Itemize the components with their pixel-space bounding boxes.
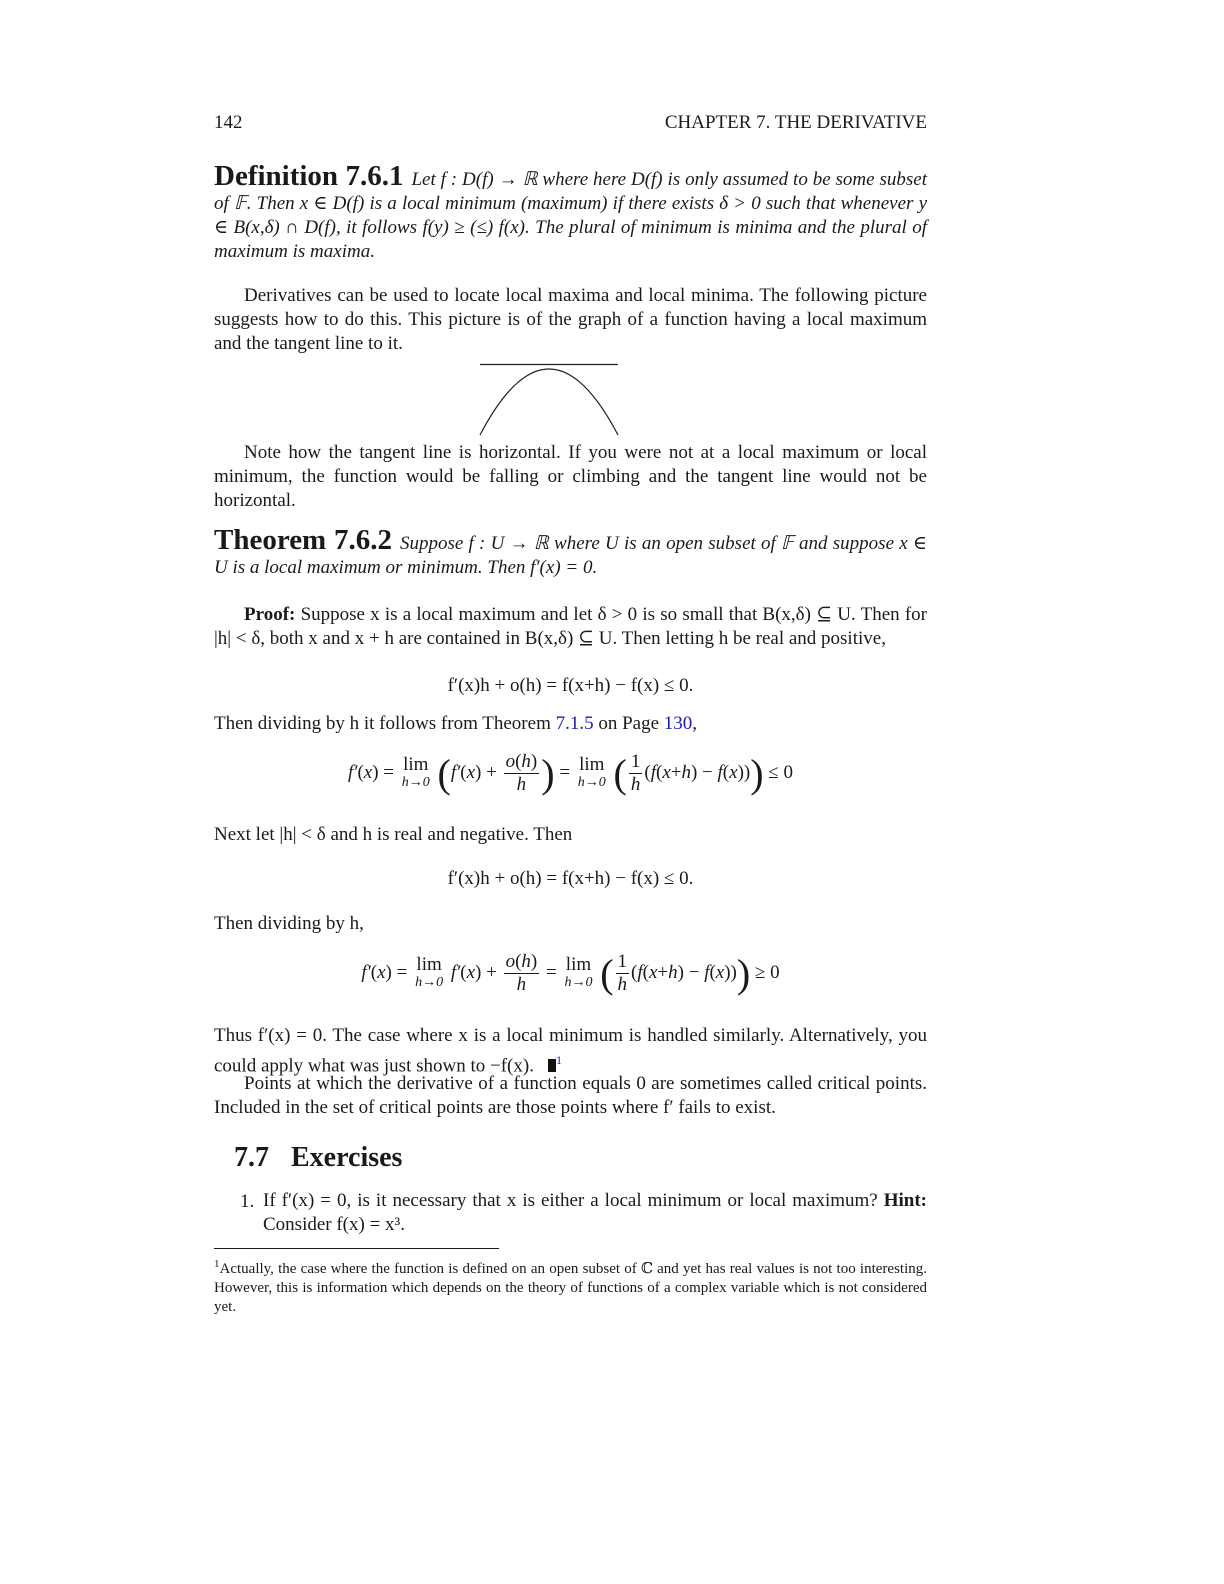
- proof-text-2a: Then dividing by h it follows from Theorem: [214, 713, 556, 734]
- exercise-number: 1.: [240, 1191, 255, 1212]
- footnote-divider: [214, 1248, 499, 1249]
- critical-points-paragraph: Points at which the derivative of a function equals 0 are sometimes called critical points. Included in the set of critical points are those points where f′ fails to exist.: [214, 1073, 927, 1118]
- definition-label: Definition 7.6.1: [214, 160, 404, 192]
- footnote: [214, 1255, 927, 1317]
- theorem-block: [214, 524, 927, 580]
- local-maximum-figure: [474, 358, 624, 440]
- proof-text-5: Thus f′(x) = 0. The case where x is a local minimum is handled similarly. Alternatively, you could apply what was just shown to −f(x).: [214, 1025, 927, 1077]
- proof-text-2c: ,: [692, 713, 698, 734]
- running-header: [214, 112, 927, 134]
- hint-text: Consider f(x) = x³.: [263, 1214, 405, 1235]
- proof-paragraph-2: [214, 712, 927, 736]
- equation-1: f′(x)h + o(h) = f(x+h) − f(x) ≤ 0.: [447, 675, 694, 696]
- proof-paragraph-3: Next let |h| < δ and h is real and negative. Then: [214, 824, 573, 845]
- proof-paragraph-1: [214, 603, 927, 651]
- footnote-mark: 1: [214, 1258, 220, 1270]
- page-link[interactable]: 130: [663, 713, 693, 734]
- theorem-link[interactable]: 7.1.5: [555, 713, 594, 734]
- function-curve: [480, 369, 618, 435]
- footnote-text: Actually, the case where the function is defined on an open subset of ℂ and yet has real values is not too interesting. However, this is information which depends on the theory of functions of a complex variable which is not considered yet.: [214, 1261, 927, 1315]
- intro-paragraph: Derivatives can be used to locate local maxima and local minima. The following picture suggests how to do this. This picture is of the graph of a function having a local maximum and the tangent line to it.: [214, 285, 927, 354]
- exercise-text: If f′(x) = 0, is it necessary that x is either a local minimum or local maximum?: [263, 1190, 878, 1211]
- equation-3: f′(x)h + o(h) = f(x+h) − f(x) ≤ 0.: [447, 868, 694, 889]
- definition-text: Let f : D(f) → ℝ where here D(f) is only assumed to be some subset of 𝔽. Then x ∈ D(f) is a local minimum (maximum) if there exists δ > 0 such that whenever y ∈ B(x,δ) ∩ D(f), it follows f(y) ≥ (≤) f(x). The plural of minimum is minima and the plural of maximum is maxima.: [214, 169, 927, 262]
- page-number: 142: [214, 112, 243, 133]
- definition-block: [214, 160, 927, 264]
- note-paragraph: Note how the tangent line is horizontal. If you were not at a local maximum or local minimum, the function would be falling or climbing and the tangent line would not be horizontal.: [214, 442, 927, 511]
- proof-paragraph-5: [214, 1024, 927, 1078]
- proof-text-1: Suppose x is a local maximum and let δ > 0 is so small that B(x,δ) ⊆ U. Then for |h| < δ, both x and x + h are contained in B(x,δ) ⊆ U. Then letting h be real and positive,: [214, 604, 928, 649]
- hint-label: Hint:: [883, 1190, 927, 1211]
- theorem-label: Theorem 7.6.2: [214, 524, 392, 556]
- chapter-title: CHAPTER 7. THE DERIVATIVE: [664, 112, 927, 133]
- proof-label: Proof:: [244, 604, 296, 625]
- exercise-item-1: [263, 1189, 927, 1237]
- proof-text-2b: on Page: [593, 713, 664, 734]
- limit-equation-2: f′(x) = lim h→0 f′(x) + $\frac{o(h)}{h}$ = lim h→0 ( $\frac{1}{h}$ (f(x+h) − f(x))) ≥ 0: [361, 951, 780, 996]
- section-heading: [234, 1142, 424, 1174]
- section-title: Exercises: [291, 1142, 403, 1173]
- proof-paragraph-4: Then dividing by h,: [214, 913, 364, 934]
- qed-square-icon: [548, 1059, 556, 1072]
- footnote-reference[interactable]: 1: [555, 1053, 562, 1067]
- section-number: 7.7: [234, 1142, 269, 1173]
- theorem-text: Suppose f : U → ℝ where U is an open subset of 𝔽 and suppose x ∈ U is a local maximum or minimum. Then f′(x) = 0.: [214, 533, 927, 578]
- limit-equation-1: f′(x) = lim h→0 (f′(x) + $\frac{o(h)}{h}$ ) = lim h→0 ( $\frac{1}{h}$ (f(x+h) − f(x))) ≤ 0: [348, 751, 793, 796]
